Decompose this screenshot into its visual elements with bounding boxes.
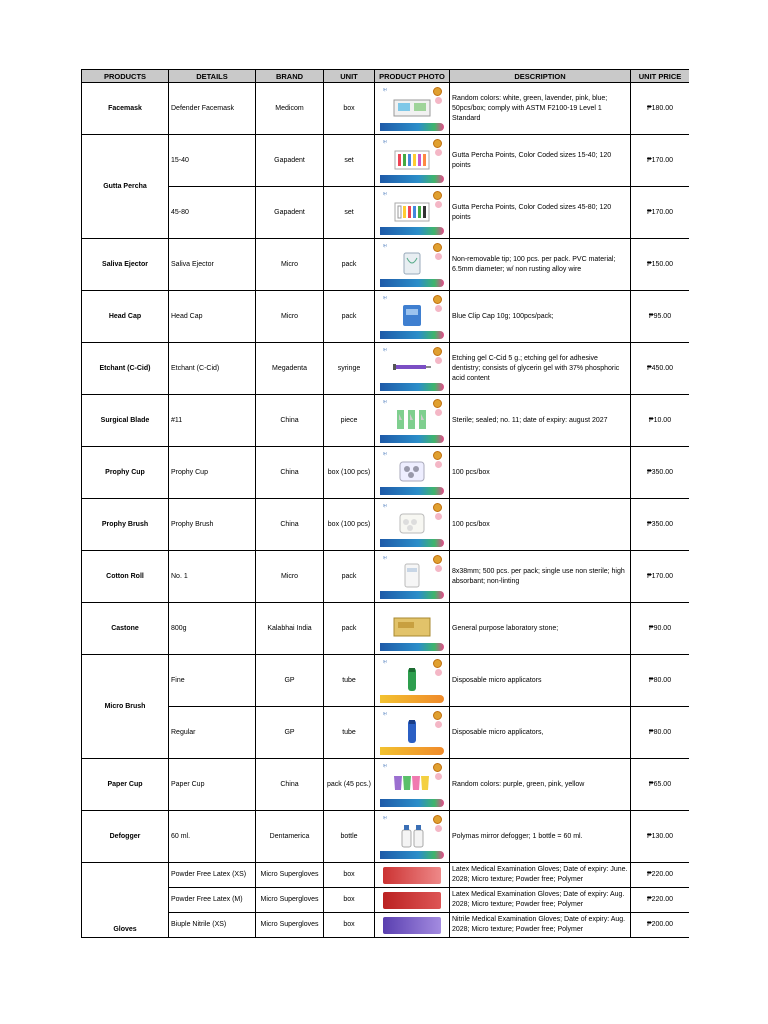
table-row [82,551,690,603]
product-name: Saliva Ejector [82,239,169,291]
product-photo-cell [375,395,450,447]
table-row [82,447,690,499]
product-brand: Kalabhai India [256,603,324,655]
product-unit: tube [324,707,375,759]
product-unit: box [324,888,375,913]
product-details: Powder Free Latex (M) [169,888,256,913]
cotton-roll-pack-icon: ♅ [380,553,444,601]
product-brand: Micro Supergloves [256,888,324,913]
price-list-table [81,69,689,938]
table-row [82,499,690,551]
product-photo-cell [375,499,450,551]
product-name: Paper Cup [82,759,169,811]
table-header-row [82,70,690,83]
table-row [82,603,690,655]
product-brand: GP [256,707,324,759]
product-description: Sterile; sealed; no. 11; date of expiry: august 2027 [450,395,631,447]
table-row [82,913,690,938]
product-brand: Micro [256,551,324,603]
product-name: Castone [82,603,169,655]
product-name: Surgical Blade [82,395,169,447]
product-photo-cell [375,603,450,655]
product-details: Etchant (C-Cid) [169,343,256,395]
product-details: Saliva Ejector [169,239,256,291]
product-unit: pack [324,551,375,603]
micro-brush-tube-icon: ♅ [380,657,444,705]
product-description: Disposable micro applicators, [450,707,631,759]
product-brand: Micro [256,291,324,343]
product-brand: China [256,447,324,499]
micro-brush-tube-icon: ♅ [380,709,444,757]
product-brand: Megadenta [256,343,324,395]
product-details: 800g [169,603,256,655]
product-description: Nitrile Medical Examination Gloves; Date of expiry: Aug. 2028; Micro texture; Powder free; Polymer [450,913,631,938]
product-unit: box (100 pcs) [324,447,375,499]
product-details: Defender Facemask [169,83,256,135]
product-name: Defogger [82,811,169,863]
product-unit: box [324,913,375,938]
product-price: ₱150.00 [631,239,690,291]
table-row [82,291,690,343]
product-unit: set [324,187,375,239]
product-name: Facemask [82,83,169,135]
product-photo-cell [375,291,450,343]
table-row [82,343,690,395]
product-unit: pack [324,239,375,291]
product-details: Regular [169,707,256,759]
product-brand: GP [256,655,324,707]
product-price: ₱220.00 [631,863,690,888]
product-photo-cell [375,187,450,239]
product-description: 100 pcs/box [450,499,631,551]
gloves-box-icon [380,864,444,886]
product-unit: syringe [324,343,375,395]
product-price: ₱130.00 [631,811,690,863]
product-description: Latex Medical Examination Gloves; Date of expiry: Aug. 2028; Micro texture; Powder free; Polymer [450,888,631,913]
product-details: Prophy Cup [169,447,256,499]
product-description: Gutta Percha Points, Color Coded sizes 15-40; 120 points [450,135,631,187]
prophy-brush-icon: ♅ [380,501,444,549]
product-name: Micro Brush [82,655,169,759]
product-price: ₱170.00 [631,551,690,603]
surgical-blade-icon: ♅ [380,397,444,445]
product-name: Head Cap [82,291,169,343]
product-brand: Medicom [256,83,324,135]
product-brand: China [256,395,324,447]
table-row [82,655,690,707]
head-cap-pack-icon: ♅ [380,293,444,341]
table-row [82,863,690,888]
product-details: #11 [169,395,256,447]
product-description: Gutta Percha Points, Color Coded sizes 45-80; 120 points [450,187,631,239]
product-details: 60 ml. [169,811,256,863]
product-description: Random colors: white, green, lavender, pink, blue; 50pcs/box; comply with ASTM F2100-19 Level 1 Standard [450,83,631,135]
product-details: Prophy Brush [169,499,256,551]
product-description: Random colors: purple, green, pink, yellow [450,759,631,811]
header-details: DETAILS [169,70,256,83]
product-unit: pack (45 pcs.) [324,759,375,811]
product-price: ₱170.00 [631,187,690,239]
product-description: Disposable micro applicators [450,655,631,707]
product-unit: piece [324,395,375,447]
product-photo-cell [375,707,450,759]
product-unit: box [324,863,375,888]
product-description: General purpose laboratory stone; [450,603,631,655]
product-unit: bottle [324,811,375,863]
prophy-cup-icon: ♅ [380,449,444,497]
defogger-bottle-icon: ♅ [380,813,444,861]
product-photo-cell [375,655,450,707]
product-photo-cell [375,863,450,888]
product-photo-cell [375,759,450,811]
castone-pack-icon [380,605,444,653]
paper-cup-icon: ♅ [380,761,444,809]
product-price: ₱350.00 [631,499,690,551]
product-name: Etchant (C-Cid) [82,343,169,395]
product-price: ₱450.00 [631,343,690,395]
product-unit: box [324,83,375,135]
product-details: Head Cap [169,291,256,343]
product-price: ₱350.00 [631,447,690,499]
header-brand: BRAND [256,70,324,83]
product-brand: Dentamerica [256,811,324,863]
header-description: DESCRIPTION [450,70,631,83]
product-price: ₱95.00 [631,291,690,343]
product-details: 45-80 [169,187,256,239]
product-photo-cell [375,811,450,863]
header-unit: UNIT [324,70,375,83]
product-brand: China [256,759,324,811]
gutta-percha-box-icon: ♅ [380,189,444,237]
product-description: Latex Medical Examination Gloves; Date of expiry: June. 2028; Micro texture; Powder free; Polymer [450,863,631,888]
table-row [82,707,690,759]
header-products: PRODUCTS [82,70,169,83]
price-list-table-wrapper [81,69,689,940]
saliva-ejector-pack-icon: ♅ [380,241,444,289]
product-details: 15-40 [169,135,256,187]
table-row [82,83,690,135]
product-price: ₱90.00 [631,603,690,655]
product-unit: box (100 pcs) [324,499,375,551]
product-photo-cell [375,135,450,187]
product-photo-cell [375,447,450,499]
product-price: ₱170.00 [631,135,690,187]
product-photo-cell [375,343,450,395]
product-details: Biuple Nitrile (XS) [169,913,256,938]
table-row [82,759,690,811]
product-unit: pack [324,291,375,343]
product-unit: tube [324,655,375,707]
table-row [82,395,690,447]
gloves-box-icon [380,889,444,911]
gutta-percha-box-icon: ♅ [380,137,444,185]
product-price: ₱80.00 [631,707,690,759]
product-description: Blue Clip Cap 10g; 100pcs/pack; [450,291,631,343]
product-description: 100 pcs/box [450,447,631,499]
product-photo-cell [375,888,450,913]
etchant-syringe-icon: ♅ [380,345,444,393]
product-name: Prophy Cup [82,447,169,499]
product-name: Gloves [82,863,169,938]
product-price: ₱200.00 [631,913,690,938]
facemask-box-icon: ♅ [380,85,444,133]
table-row [82,888,690,913]
header-unit-price: UNIT PRICE [631,70,690,83]
table-row [82,187,690,239]
product-price: ₱65.00 [631,759,690,811]
product-brand: Gapadent [256,135,324,187]
product-name: Gutta Percha [82,135,169,239]
product-price: ₱10.00 [631,395,690,447]
table-row [82,811,690,863]
product-price: ₱180.00 [631,83,690,135]
product-brand: Micro Supergloves [256,863,324,888]
product-description: Non-removable tip; 100 pcs. per pack. PVC material; 6.5mm diameter; w/ non rusting alloy wire [450,239,631,291]
product-details: Powder Free Latex (XS) [169,863,256,888]
product-description: Polymas mirror defogger; 1 bottle = 60 ml. [450,811,631,863]
table-row [82,135,690,187]
nitrile-gloves-box-icon [380,914,444,936]
product-details: Paper Cup [169,759,256,811]
product-brand: Micro [256,239,324,291]
table-row [82,239,690,291]
product-photo-cell [375,83,450,135]
product-details: No. 1 [169,551,256,603]
product-name: Prophy Brush [82,499,169,551]
product-name: Cotton Roll [82,551,169,603]
product-description: Etching gel C-Cid 5 g.; etching gel for adhesive dentistry; consists of glycerin gel with 37% phosphoric acid content [450,343,631,395]
product-price: ₱80.00 [631,655,690,707]
product-description: 8x38mm; 500 pcs. per pack; single use non sterile; high absorbant; non-linting [450,551,631,603]
product-photo-cell [375,239,450,291]
product-price: ₱220.00 [631,888,690,913]
product-unit: set [324,135,375,187]
product-unit: pack [324,603,375,655]
header-product-photo: PRODUCT PHOTO [375,70,450,83]
product-photo-cell [375,551,450,603]
product-photo-cell [375,913,450,938]
product-brand: Gapadent [256,187,324,239]
product-brand: China [256,499,324,551]
product-details: Fine [169,655,256,707]
product-brand: Micro Supergloves [256,913,324,938]
